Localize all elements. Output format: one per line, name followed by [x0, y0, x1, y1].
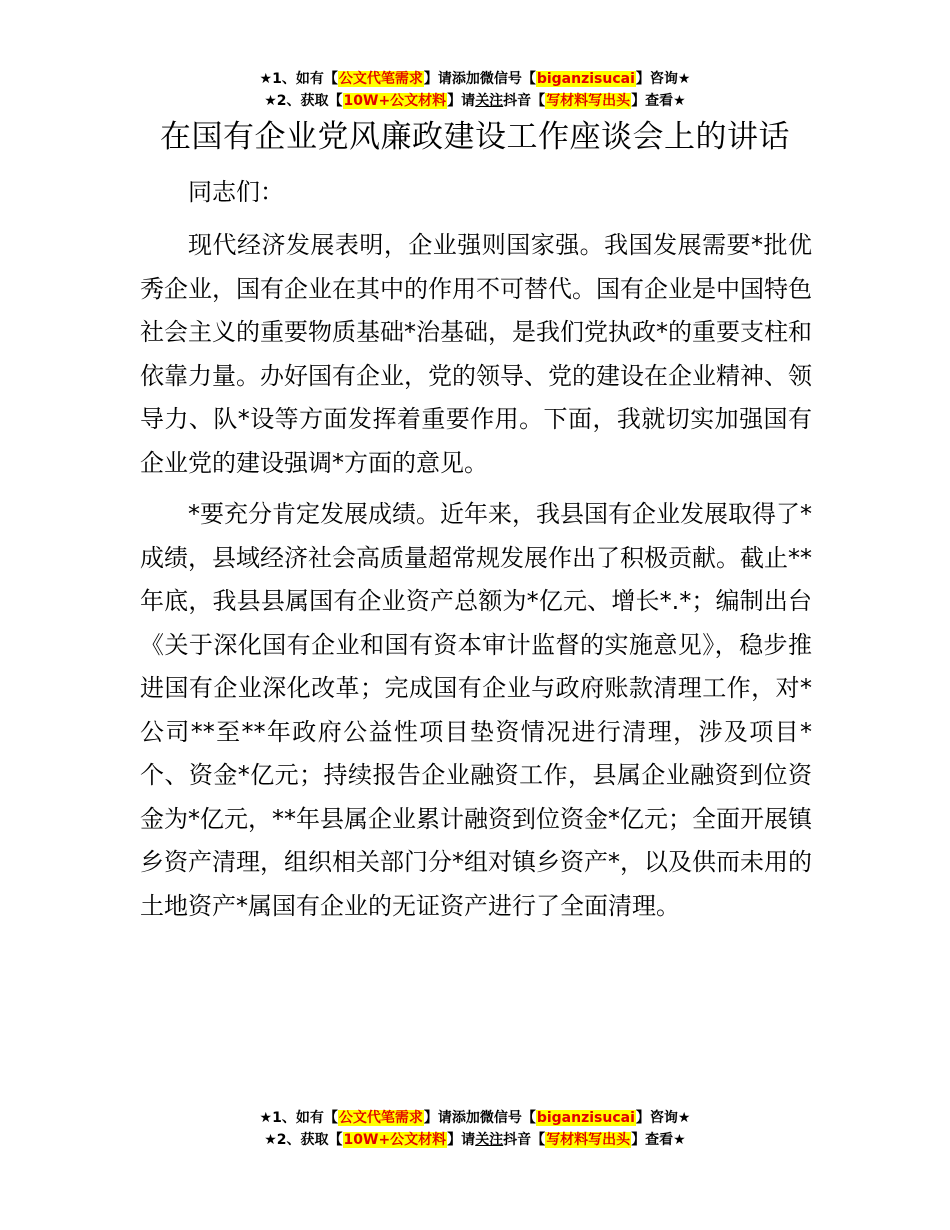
banner-text: ★1、如有【: [259, 1110, 338, 1126]
banner-emphasis: 添加: [451, 71, 480, 87]
banner-line-1: [0, 68, 950, 90]
banner-highlight: 10W+公文材料: [343, 93, 447, 109]
banner-text: 】查看★: [631, 1132, 686, 1148]
banner-highlight: 写材料写出头: [546, 1132, 631, 1148]
banner-line-2: [0, 90, 950, 112]
banner-text: ★2、获取【: [264, 1132, 343, 1148]
banner-line-1: [0, 1107, 950, 1129]
banner-text: 】请: [423, 1110, 452, 1126]
banner-text: 抖音【: [503, 93, 546, 109]
banner-text: ★1、如有【: [259, 71, 338, 87]
greeting: 同志们：: [188, 178, 284, 206]
banner-emphasis: 关注: [475, 1132, 504, 1148]
banner-text: 】请: [423, 71, 452, 87]
banner-highlight: 10W+公文材料: [343, 1132, 447, 1148]
paragraph-block-1: [140, 224, 812, 485]
banner-text: 抖音【: [503, 1132, 546, 1148]
document-title: 在国有企业党风廉政建设工作座谈会上的讲话: [160, 119, 790, 155]
paragraph-block-2: [140, 493, 812, 928]
footer-banner: [0, 1107, 950, 1151]
banner-text: 】咨询★: [635, 71, 691, 87]
banner-text: 】咨询★: [635, 1110, 691, 1126]
banner-text: 】请: [447, 1132, 476, 1148]
paragraph: 现代经济发展表明，企业强则国家强。我国发展需要*批优秀企业，国有企业在其中的作用不可替代。国有企业是中国特色社会主义的重要物质基础*治基础，是我们党执政*的重要支柱和依靠力量。办好国有企业，党的领导、党的建设在企业精神、领导力、队*设等方面发挥着重要作用。下面，我就切实加强国有企业党的建设强调*方面的意见。: [140, 231, 812, 477]
greeting-block: [140, 171, 812, 215]
banner-text: ★2、获取【: [264, 93, 343, 109]
banner-highlight: 公文代笔需求: [338, 1110, 423, 1126]
banner-text: 微信号【: [479, 1110, 536, 1126]
banner-highlight: biganzisucai: [536, 71, 635, 87]
header-banner: [0, 68, 950, 112]
banner-line-2: [0, 1129, 950, 1151]
banner-highlight: biganzisucai: [536, 1110, 635, 1126]
banner-text: 】查看★: [631, 93, 686, 109]
banner-text: 】请: [447, 93, 476, 109]
banner-emphasis: 关注: [475, 93, 504, 109]
banner-emphasis: 添加: [451, 1110, 480, 1126]
paragraph: *要充分肯定发展成绩。近年来，我县国有企业发展取得了*成绩，县域经济社会高质量超常规发展作出了积极贡献。截止**年底，我县县属国有企业资产总额为*亿元、增长*.*；编制出台《关于深化国有企业和国有资本审计监督的实施意见》，稳步推进国有企业深化改革；完成国有企业与政府账款清理工作，对*公司**至**年政府公益性项目垫资情况进行清理，涉及项目*个、资金*亿元；持续报告企业融资工作，县属企业融资到位资金为*亿元，**年县属企业累计融资到位资金*亿元；全面开展镇乡资产清理，组织相关部门分*组对镇乡资产*，以及供而未用的土地资产*属国有企业的无证资产进行了全面清理。: [140, 500, 812, 920]
banner-text: 微信号【: [479, 71, 536, 87]
banner-highlight: 公文代笔需求: [338, 71, 423, 87]
banner-highlight: 写材料写出头: [546, 93, 631, 109]
